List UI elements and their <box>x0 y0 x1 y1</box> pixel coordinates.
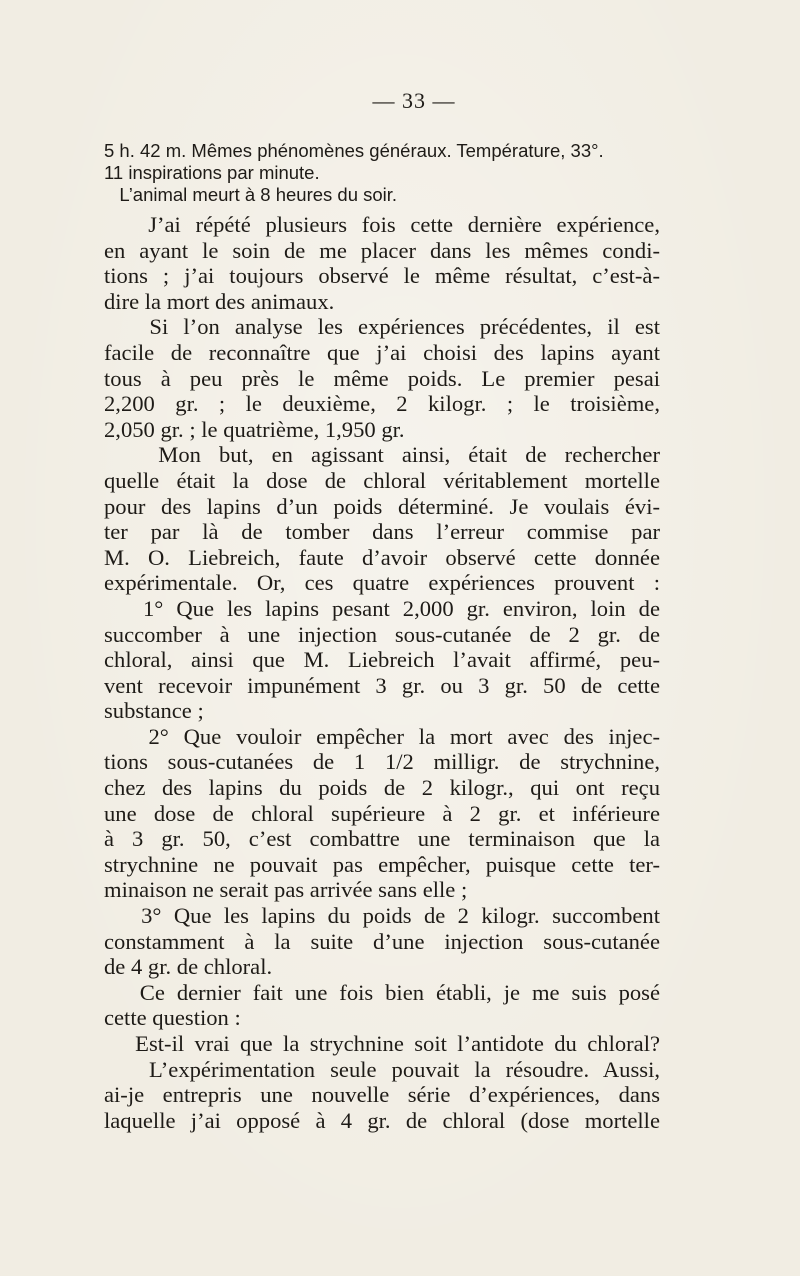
text-line: quelle était la dose de chloral véritablement mortelle <box>104 467 660 493</box>
text-line: L’expérimentation seule pouvait la résoudre. Aussi, <box>104 1056 660 1082</box>
text-line: chloral, ainsi que M. Liebreich l’avait affirmé, peu- <box>104 647 660 673</box>
text-line: M. O. Liebreich, faute d’avoir observé cette donnée <box>104 544 660 570</box>
text-line: cette question : <box>104 1005 241 1031</box>
text-line: facile de reconnaître que j’ai choisi des lapins ayant <box>104 339 660 365</box>
text-line: dire la mort des animaux. <box>104 288 335 314</box>
text-line: à 3 gr. 50, c’est combattre une terminaison que la <box>104 826 660 852</box>
header-line: L’animal meurt à 8 heures du soir. <box>104 184 398 205</box>
text-line: 2° Que vouloir empêcher la mort avec des injec- <box>104 723 660 749</box>
text-line: 2,050 gr. ; le quatrième, 1,950 gr. <box>104 416 405 442</box>
text-line: tions ; j’ai toujours observé le même résultat, c’est-à- <box>104 263 660 289</box>
text-line: minaison ne serait pas arrivée sans elle ; <box>104 877 468 903</box>
text-line: vent recevoir impunément 3 gr. ou 3 gr. 50 de cette <box>104 672 660 698</box>
text-line: tions sous-cutanées de 1 1/2 milligr. de strychnine, <box>104 749 660 775</box>
text-line: Ce dernier fait une fois bien établi, je me suis posé <box>104 979 660 1005</box>
text-line: Mon but, en agissant ainsi, était de rechercher <box>104 442 660 468</box>
text-line: ter par là de tomber dans l’erreur commise par <box>104 519 660 545</box>
body-text <box>104 212 660 1133</box>
header-line: 11 inspirations par minute. <box>104 162 320 183</box>
text-line: tous à peu près le même poids. Le premier pesai <box>104 365 660 391</box>
text-line: substance ; <box>104 698 204 724</box>
text-line: constamment à la suite d’une injection sous-cutanée <box>104 928 660 954</box>
text-line: strychnine ne pouvait pas empêcher, puisque cette ter- <box>104 851 660 877</box>
text-line: ai-je entrepris une nouvelle série d’expériences, dans <box>104 1082 660 1108</box>
text-line: Est-il vrai que la strychnine soit l’antidote du chloral? <box>104 1031 660 1056</box>
text-line: 3° Que les lapins du poids de 2 kilogr. succombent <box>104 903 660 929</box>
header-line: 5 h. 42 m. Mêmes phénomènes généraux. Température, 33°. <box>104 140 604 161</box>
page-number: — 33 — <box>372 88 456 113</box>
text-line: chez des lapins du poids de 2 kilogr., qui ont reçu <box>104 775 660 801</box>
text-line: pour des lapins d’un poids déterminé. Je voulais évi- <box>104 493 660 519</box>
text-line: 1° Que les lapins pesant 2,000 gr. environ, loin de <box>104 595 660 621</box>
text-line: succomber à une injection sous-cutanée de 2 gr. de <box>104 621 660 647</box>
text-line: expérimentale. Or, ces quatre expériences prouvent : <box>104 570 660 596</box>
text-line: une dose de chloral supérieure à 2 gr. et inférieure <box>104 800 660 826</box>
text-line: de 4 gr. de chloral. <box>104 954 273 980</box>
text-line: laquelle j’ai opposé à 4 gr. de chloral (dose mortelle <box>104 1107 660 1133</box>
text-line: en ayant le soin de me placer dans les mêmes condi- <box>104 237 660 263</box>
header-block <box>104 140 670 206</box>
text-line: Si l’on analyse les expériences précédentes, il est <box>104 314 660 340</box>
text-line: J’ai répété plusieurs fois cette dernière expérience, <box>104 212 660 237</box>
text-line: 2,200 gr. ; le deuxième, 2 kilogr. ; le troisième, <box>104 391 660 417</box>
